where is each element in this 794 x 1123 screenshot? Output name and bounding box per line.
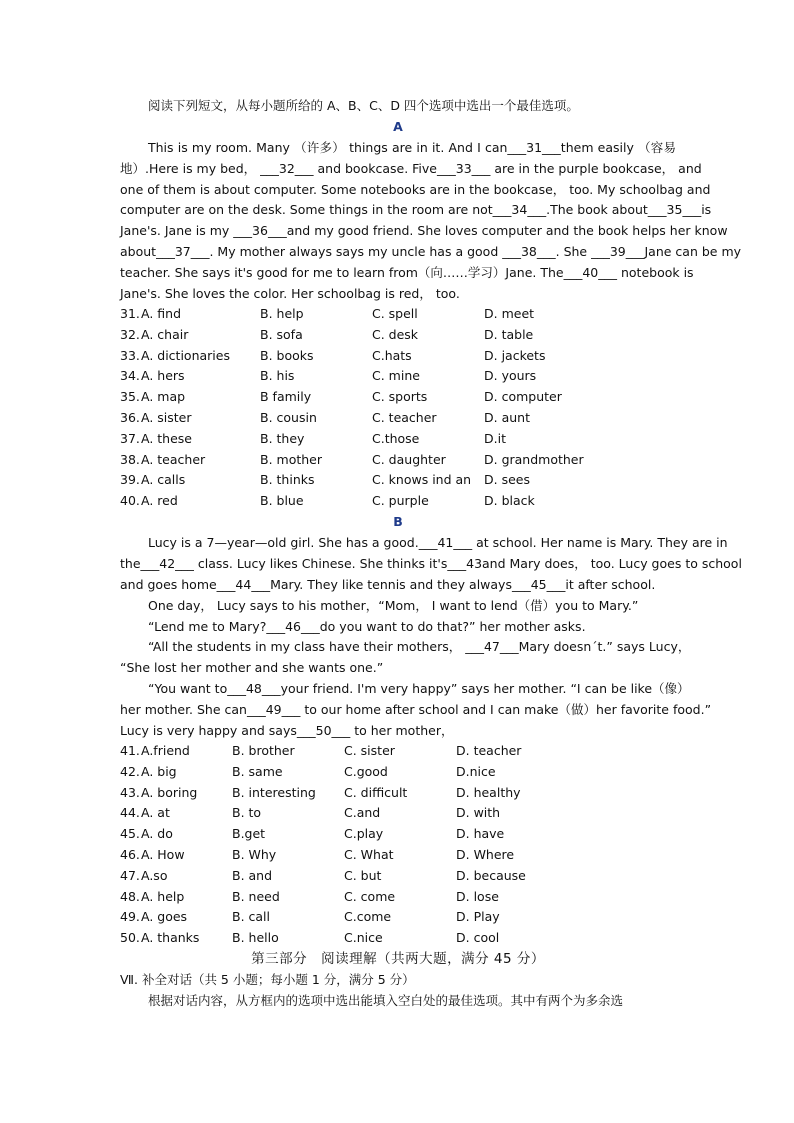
option-a: A. map	[141, 389, 186, 405]
option-a: A. big	[141, 763, 177, 779]
option-d: D. healthy	[456, 784, 521, 800]
passage-a-line: one of them is about computer. Some notebooks are in the bookcase， too. My schoolbag and	[120, 182, 711, 197]
option-a: A. thanks	[141, 930, 200, 946]
option-b: B. thinks	[260, 472, 315, 488]
option-c: C.come	[344, 909, 392, 925]
option-c: C. daughter	[372, 451, 446, 467]
option-d: D. with	[456, 805, 501, 821]
passage-a-line: teacher. She says it's good for me to learn from（向……学习）Jane. The___40___ notebook is	[120, 265, 694, 280]
option-d: D.it	[484, 430, 506, 446]
question-row	[120, 491, 680, 512]
option-a: A. these	[141, 430, 192, 446]
option-a: A. chair	[141, 326, 189, 342]
passage-b-line: the___42___ class. Lucy likes Chinese. She thinks it's___43and Mary does， too. Lucy goes to school	[120, 556, 742, 571]
option-b: B. cousin	[260, 410, 317, 425]
option-b: B. call	[232, 909, 271, 925]
question-row	[120, 762, 680, 783]
question-row	[120, 783, 680, 804]
option-a: A. find	[141, 306, 182, 321]
option-b: B. his	[260, 368, 295, 384]
passage-b-line: One day， Lucy says to his mother，“Mom， I want to lend（借）you to Mary.”	[148, 598, 639, 613]
question-number: 35.	[120, 389, 140, 405]
question-number: 38.	[120, 451, 140, 467]
question-row	[120, 346, 680, 367]
option-b: B. hello	[232, 930, 279, 946]
question-number: 34.	[120, 368, 140, 384]
option-d: D. lose	[456, 888, 499, 904]
passage-b-line: “You want to___48___your friend. I'm very happy” says her mother. “I can be like（像）	[148, 681, 690, 696]
option-d: D. sees	[484, 472, 530, 488]
question-row	[120, 304, 680, 325]
option-c: C.and	[344, 805, 381, 821]
option-b: B. to	[232, 805, 262, 821]
question-row	[120, 387, 680, 408]
question-number: 33.	[120, 347, 140, 363]
passage-b-line: “All the students in my class have their mothers， ___47___Mary doesn´t.” says Lucy，	[148, 639, 691, 654]
question-number: 39.	[120, 472, 140, 488]
option-d: D. Play	[456, 909, 500, 925]
passage-a-title: A	[393, 119, 403, 134]
option-a: A. at	[141, 805, 170, 821]
option-d: D. black	[484, 493, 535, 509]
option-a: A. dictionaries	[141, 347, 230, 363]
question-number: 45.	[120, 826, 140, 842]
option-d: D. table	[484, 326, 534, 342]
passage-b-line: “Lend me to Mary?___46___do you want to do that?” her mother asks.	[148, 619, 586, 634]
question-row	[120, 887, 680, 908]
option-c: C.good	[344, 763, 388, 779]
option-c: C.play	[344, 826, 384, 842]
option-c: C.those	[372, 430, 420, 446]
option-a: A. do	[141, 826, 173, 842]
question-number: 47.	[120, 867, 140, 883]
option-a: A. goes	[141, 909, 188, 925]
question-number: 42.	[120, 763, 140, 779]
question-number: 31.	[120, 306, 140, 321]
option-c: C. come	[344, 888, 396, 904]
option-d: D. have	[456, 826, 505, 842]
option-b: B. and	[232, 867, 273, 883]
question-number: 46.	[120, 847, 140, 862]
option-a: A. red	[141, 493, 178, 509]
option-d: D. Where	[456, 847, 515, 862]
question-number: 41.	[120, 743, 140, 758]
question-row	[120, 366, 680, 387]
option-c: C. sister	[344, 743, 395, 758]
option-a: A. hers	[141, 368, 185, 384]
question-row	[120, 741, 680, 762]
option-b: B. sofa	[260, 326, 303, 342]
question-row	[120, 429, 680, 450]
option-c: C. sports	[372, 389, 428, 405]
option-a: A. calls	[141, 472, 186, 488]
option-d: D. cool	[456, 930, 500, 946]
question-row	[120, 450, 680, 471]
question-number: 36.	[120, 410, 140, 425]
question-row	[120, 824, 680, 845]
option-d: D. teacher	[456, 743, 522, 758]
option-a: A.friend	[141, 743, 190, 758]
option-a: A. How	[141, 847, 185, 862]
option-b: B. help	[260, 306, 304, 321]
option-d: D. yours	[484, 368, 537, 384]
passage-a-line: 地）.Here is my bed， ___32___ and bookcase. Five___33___ are in the purple bookcase， and	[120, 161, 702, 176]
passage-a-line: Jane's. Jane is my ___36___and my good friend. She loves computer and the book helps her know	[120, 223, 728, 238]
option-d: D. aunt	[484, 410, 530, 425]
part3-heading: 第三部分 阅读理解（共两大题，满分 45 分）	[251, 951, 545, 967]
option-a: A. help	[141, 888, 185, 904]
option-b: B. mother	[260, 451, 322, 467]
option-b: B. interesting	[232, 784, 316, 800]
option-c: C. desk	[372, 326, 419, 342]
option-c: C. teacher	[372, 410, 437, 425]
passage-b-line: Lucy is a 7—year—old girl. She has a good.___41___ at school. Her name is Mary. They are in	[148, 535, 728, 550]
option-d: D. grandmother	[484, 451, 584, 467]
option-c: C. spell	[372, 306, 418, 321]
question-number: 48.	[120, 888, 140, 904]
option-b: B. Why	[232, 847, 277, 862]
passage-b-line: “She lost her mother and she wants one.”	[120, 660, 384, 675]
option-c: C. difficult	[344, 784, 408, 800]
question-number: 44.	[120, 805, 140, 821]
question-number: 40.	[120, 493, 140, 509]
option-c: C. purple	[372, 493, 429, 509]
passage-a-line: This is my room. Many （许多） things are in it. And I can___31___them easily （容易	[148, 140, 676, 155]
passage-a-line: computer are on the desk. Some things in the room are not___34___.The book about___35___is	[120, 202, 712, 217]
reading-instruction: 阅读下列短文，从每小题所给的 A、B、C、D 四个选项中选出一个最佳选项。	[148, 98, 579, 113]
question-row	[120, 866, 680, 887]
section7-heading: Ⅶ. 补全对话（共 5 小题；每小题 1 分，满分 5 分）	[120, 972, 415, 987]
section7-instruction: 根据对话内容，从方框内的选项中选出能填入空白处的最佳选项。其中有两个为多余选	[148, 993, 624, 1008]
question-number: 43.	[120, 784, 140, 800]
question-row	[120, 470, 680, 491]
question-row	[120, 803, 680, 824]
option-b: B. books	[260, 347, 314, 363]
passage-b-line: and goes home___44___Mary. They like tennis and they always___45___it after school.	[120, 577, 656, 592]
question-row	[120, 845, 680, 866]
option-a: A. teacher	[141, 451, 206, 467]
question-row	[120, 325, 680, 346]
option-b: B. same	[232, 763, 283, 779]
question-row	[120, 408, 680, 429]
option-b: B. blue	[260, 493, 304, 509]
option-d: D. computer	[484, 389, 562, 405]
passage-b-line: her mother. She can___49___ to our home after school and I can make（做）her favorite food.”	[120, 702, 712, 717]
option-c: C.nice	[344, 930, 383, 946]
passage-b-line: Lucy is very happy and says___50___ to her mother，	[120, 723, 454, 738]
option-a: A. boring	[141, 784, 198, 800]
option-b: B family	[260, 389, 312, 405]
option-b: B. brother	[232, 743, 295, 758]
option-c: C.hats	[372, 347, 412, 363]
option-d: D.nice	[456, 763, 496, 779]
option-a: A. sister	[141, 410, 192, 425]
question-number: 37.	[120, 430, 140, 446]
question-number: 49.	[120, 909, 140, 925]
option-a: A.so	[141, 867, 168, 883]
passage-a-line: about___37___. My mother always says my uncle has a good ___38___. She ___39___Jane can be my	[120, 244, 742, 259]
passage-a-line: Jane's. She loves the color. Her schoolbag is red， too.	[120, 286, 460, 301]
question-number: 32.	[120, 326, 140, 342]
option-d: D. meet	[484, 306, 535, 321]
option-c: C. mine	[372, 368, 420, 384]
option-b: B.get	[232, 826, 266, 842]
passage-b-title: B	[393, 514, 403, 529]
option-d: D. jackets	[484, 347, 546, 363]
option-c: C. knows ind an	[372, 472, 472, 488]
question-number: 50.	[120, 930, 140, 946]
option-b: B. they	[260, 430, 305, 446]
question-row	[120, 928, 680, 949]
option-c: C. but	[344, 867, 382, 883]
option-d: D. because	[456, 867, 526, 883]
question-row	[120, 907, 680, 928]
option-b: B. need	[232, 888, 280, 904]
option-c: C. What	[344, 847, 394, 862]
